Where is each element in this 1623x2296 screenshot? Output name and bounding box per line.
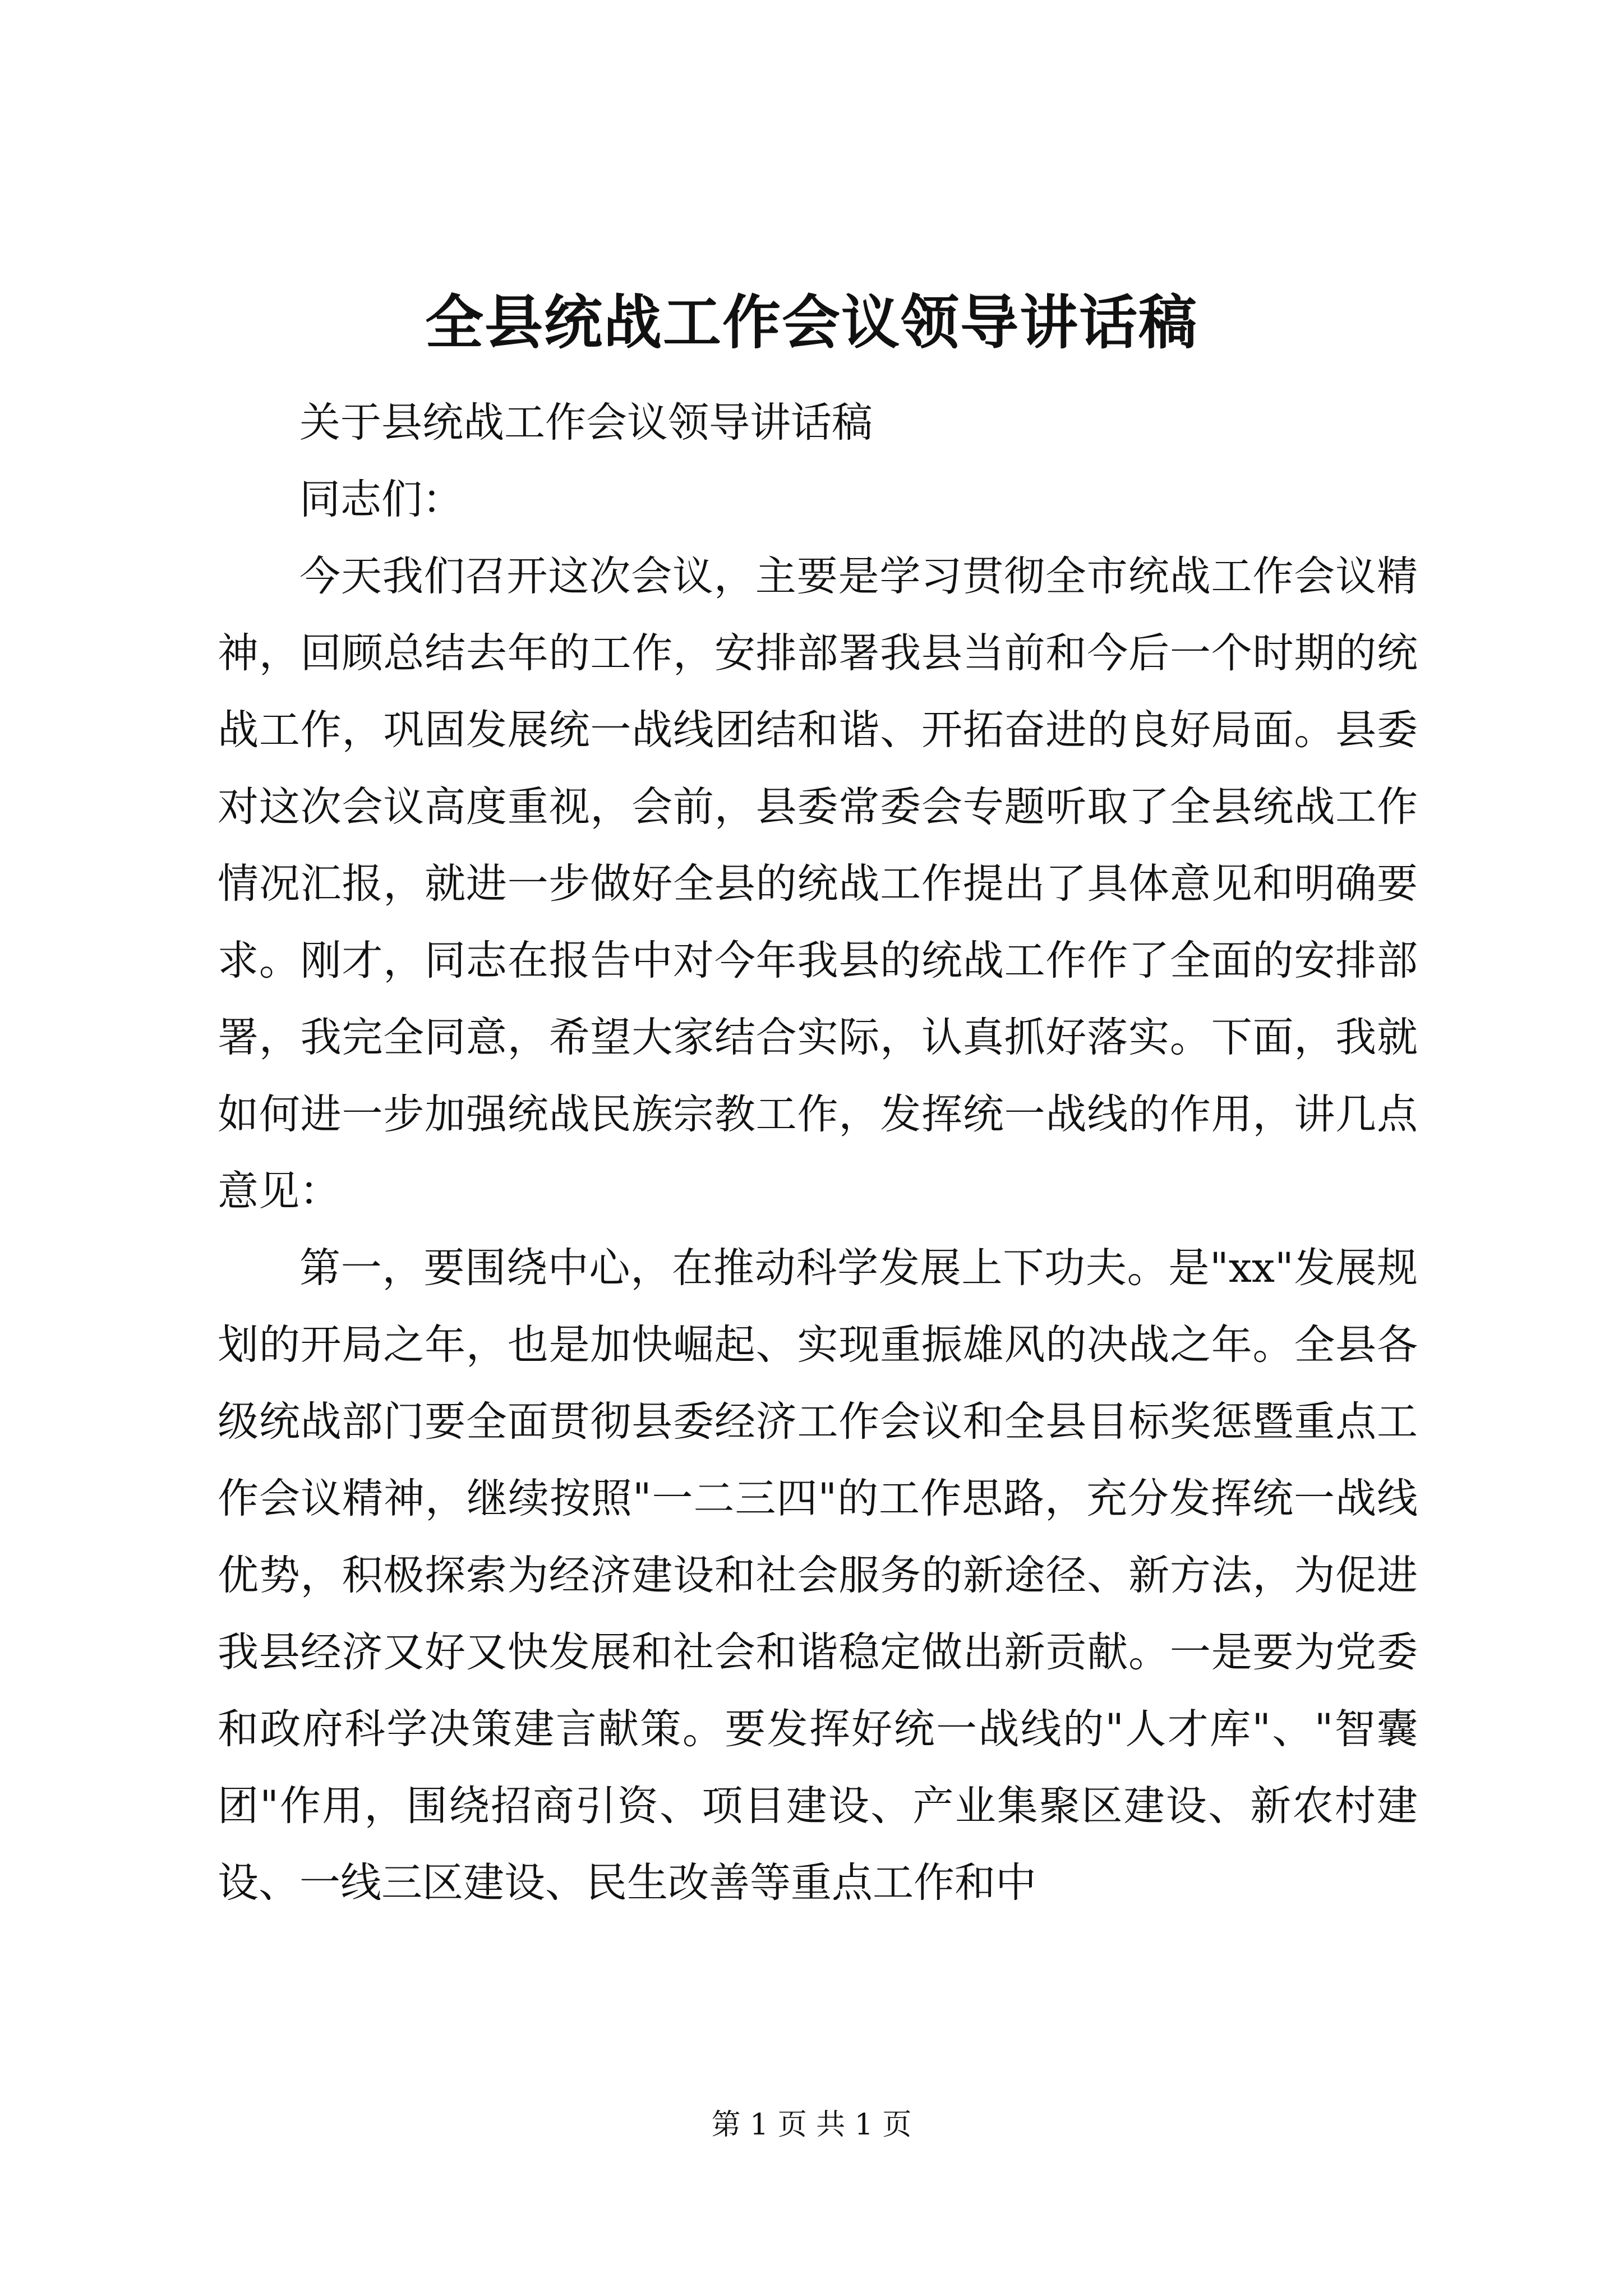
salutation-paragraph: 同志们： xyxy=(299,476,463,523)
document-body xyxy=(218,384,1418,1921)
body-paragraph: 今天我们召开这次会议，主要是学习贯彻全市统战工作会议精神，回顾总结去年的工作，安排部署我县当前和今后一个时期的统战工作，巩固发展统一战线团结和谐、开拓奋进的良好局面。县委对这次会议高度重视，会前，县委常委会专题听取了全县统战工作情况汇报，就进一步做好全县的统战工作提出了具体意见和明确要求。刚才，同志在报告中对今年我县的统战工作作了全面的安排部署，我完全同意，希望大家结合实际，认真抓好落实。下面，我就如何进一步加强统战民族宗教工作，发挥统一战线的作用，讲几点意见： xyxy=(218,553,1418,1215)
page-number-footer: 第 1 页 共 1 页 xyxy=(711,2108,912,2142)
subtitle-paragraph: 关于县统战工作会议领导讲话稿 xyxy=(299,399,873,447)
body-paragraph: 第一，要围绕中心，在推动科学发展上下功夫。是"xx"发展规划的开局之年，也是加快崛起、实现重振雄风的决战之年。全县各级统战部门要全面贯彻县委经济工作会议和全县目标奖惩暨重点工作会议精神，继续按照"一二三四"的工作思路，充分发挥统一战线优势，积极探索为经济建设和社会服务的新途径、新方法，为促进我县经济又好又快发展和社会和谐稳定做出新贡献。一是要为党委和政府科学决策建言献策。要发挥好统一战线的"人才库"、"智囊团"作用，围绕招商引资、项目建设、产业集聚区建设、新农村建设、一线三区建设、民生改善等重点工作和中 xyxy=(218,1244,1418,1907)
document-title: 全县统战工作会议领导讲话稿 xyxy=(425,288,1198,357)
